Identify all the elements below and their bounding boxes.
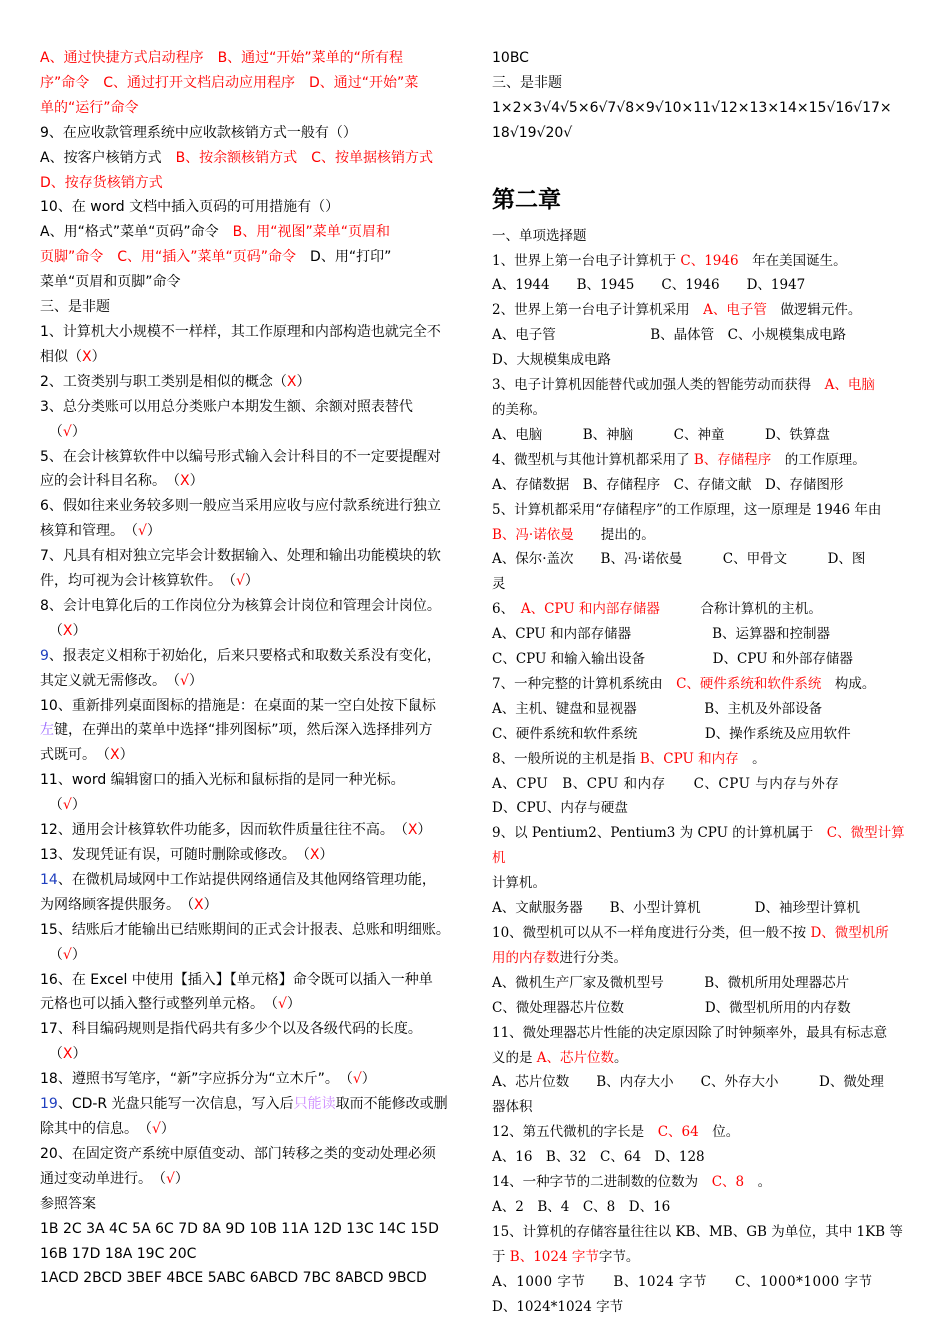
answer-mark: X [286,373,297,390]
options-line [492,473,910,498]
text-span: 的工作原理。 [771,451,866,468]
text-span: 12、通用会计核算软件功能多，因而软件质量往往不高。 （ [40,822,408,839]
options-line [492,896,910,921]
text-span: 构成。 [821,675,876,692]
text-span: 。 [614,1049,628,1066]
question-line [40,1167,458,1192]
question-line [40,818,458,843]
question-line [40,868,458,893]
options-line [40,171,458,196]
text-span: 18、遵照书写笔序，“新”字应拆分为“立木斤”。 （ [40,1071,353,1088]
text-span: C、CPU 和输入输出设备 D、CPU 和外部存储器 [492,651,853,668]
question-line [40,345,458,370]
question-line [40,1142,458,1167]
text-span: 3、总分类账可以用总分类账户本期发生额、余额对照表替代 [40,398,413,415]
answer-mark: X [309,847,320,863]
text-span: 。 [738,750,766,767]
question-line [40,569,458,594]
text-span: 做逻辑元件。 [766,302,862,319]
text-span: 9、以 Pentium2、Pentium3 为 CPU 的计算机属于 [492,825,827,842]
text-span: 5、在会计核算软件中以编号形式输入会计科目的不一定要提醒对 [40,448,441,465]
answer-span: C、64 [657,1124,699,1141]
answers-heading [40,1192,458,1217]
text-span: 于 [492,1248,510,1265]
question-line [492,672,910,697]
text-span: ） [188,672,203,689]
chapter-title: 第二章 [492,186,561,213]
text-span: 1、计算机大小规模不一样样，其工作原理和内部构造也就完全不 [40,323,441,340]
question-line [40,1117,458,1142]
text-span: 相似（ [40,348,82,365]
answer-span: C、微型计算机 [492,825,905,867]
text-line [40,96,458,121]
text-span: ） [72,1046,87,1063]
text-span: 10、微型机可以从不一样角度进行分类，但一般不按 [492,925,811,941]
section-heading [40,295,458,320]
text-span: 的美称。 [492,401,546,418]
answer-mark: X [62,622,73,639]
question-line [492,946,910,971]
text-span: ） [146,523,161,540]
options-line [40,146,458,171]
answers-line [492,46,910,71]
question-number: 14 [40,871,58,888]
question-line [40,893,458,918]
question-line [40,644,458,669]
answer-span: B、冯·诺依曼 [492,526,574,543]
text-span: ） [319,847,334,863]
text-span: C、微处理器芯片位数 D、微型机所用的内存数 [492,999,851,1016]
answer-span: A、电脑 [824,377,875,394]
question-line [40,669,458,694]
answer-mark: X [110,747,120,764]
right-column [492,46,910,1320]
text-span: 20、在固定资产系统中原值变动、部门转移之类的变动处理必须 [40,1145,436,1162]
text-span: D、用“打印” [296,249,392,266]
text-span: 14、一种字节的二进制数的位数为 [492,1174,712,1191]
text-span: A、文献服务器 B、小型计算机 D、袖珍型计算机 [492,900,860,917]
options-line [492,971,910,996]
text-span: （ [48,797,63,814]
question-line [492,448,910,473]
question-line [492,523,910,548]
text-span: （ [48,946,63,963]
answers-line [492,121,910,146]
text-span: A、保尔·盖次 B、冯·诺依曼 C、甲骨文 D、图 [492,551,866,568]
text-span: A、1000 字节 B、1024 字节 C、1000*1000 字节 [492,1273,873,1290]
question-line [492,249,910,274]
question-line [492,821,910,871]
text-span: 1×2×3√4√5×6√7√8×9√10×11√12×13×14×15√16√17× [492,99,892,116]
text-span: 器体积 [492,1099,533,1116]
answer-mark: √ [62,797,72,814]
text-span: 8、会计电算化后的工作岗位分为核算会计岗位和管理会计岗位。 [40,597,441,614]
options-line [492,1070,910,1095]
text-span: 7、一种完整的计算机系统由 [492,675,677,692]
question-line [40,768,458,793]
question-line [40,594,458,619]
text-span: 10BC [492,50,529,66]
text-span: 年在美国诞生。 [738,252,847,269]
options-line [492,697,910,722]
text-span: 位。 [698,1124,740,1141]
answers-line [492,96,910,121]
answers-line [40,1217,458,1242]
options-line [492,273,910,298]
text-span: 6、假如往来业务较多则一般应当采用应收与应付款系统进行独立 [40,498,441,515]
text-span: 16、在 Excel 中使用【插入】【单元格】命令既可以插入一种单 [40,971,433,988]
text-span: A、电子管 B、晶体管 C、小规模集成电路 [492,327,846,344]
question-line [40,445,458,470]
question-line [40,519,458,544]
question-line [492,1245,910,1270]
text-span: 式既可。 （ [40,747,110,764]
text-span: ） [361,1071,376,1088]
question-line [40,1017,458,1042]
text-span: 进行分类。 [559,949,627,966]
highlight-span: 左 [40,722,54,739]
text-span: 3、电子计算机因能替代或加强人类的智能劳动而获得 [492,377,825,394]
question-line [40,544,458,569]
text-span: ） [417,822,432,839]
answer-mark: X [82,348,92,365]
question-line [40,918,458,943]
answer-span: B、用“视图”菜单“页眉和 [232,224,390,241]
text-span: 键，在弹出的菜单中选择“排列图标”项，然后深入选择排列方 [54,722,433,739]
text-span: 16B 17D 18A 19C 20C [40,1245,197,1262]
text-span: ） [244,573,259,590]
text-span: 18√19√20√ [492,124,573,141]
question-number: 9 [40,647,49,664]
text-span: 。 [744,1174,772,1191]
text-span: 13、发现凭证有误，可随时删除或修改。 （ [40,847,310,863]
options-line [492,348,910,373]
text-span: A、主机、键盘和显视器 B、主机及外部设备 [492,700,823,717]
text-span: 为网络顾客提供服务。 （ [40,896,194,913]
text-span: 合称计算机的主机。 [659,601,822,618]
answer-span: C、1946 [680,252,739,269]
text-span: 三、是非题 [40,299,110,316]
text-span: 10、在 word 文档中插入页码的可用措施有（） [40,199,340,216]
question-line [492,1220,910,1245]
options-line [492,1195,910,1220]
answer-span: A、电子管 [703,302,767,319]
text-span: A、CPU B、CPU 和内存 C、CPU 与内存与外存 [492,775,840,792]
text-span: 一、单项选择题 [492,227,587,244]
options-line [40,245,458,270]
text-span: 序”命令 C、通过打开文档启动应用程序 D、通过“开始”菜 [40,74,419,91]
text-span: D、CPU、内存与硬盘 [492,800,628,817]
text-span: 、CD-R 光盘只能写一次信息，写入后 [57,1096,294,1113]
question-line [492,298,910,323]
question-line [40,619,458,644]
options-line [40,270,458,295]
section-heading [492,224,910,249]
text-span: 计算机。 [492,875,546,892]
answers-line [40,1266,458,1291]
question-line [40,992,458,1017]
question-line [492,398,910,423]
text-span: 除其中的信息。 （ [40,1120,152,1137]
text-span: A、2 B、4 C、8 D、16 [492,1198,671,1215]
text-span: ） [160,1120,175,1137]
options-line [492,647,910,672]
text-span: 核算和管理。 （ [40,523,138,540]
question-line [40,395,458,420]
text-span: 三、是非题 [492,74,562,91]
text-span: A、存储数据 B、存储程序 C、存储文献 D、存储图形 [492,476,844,493]
text-span: 义的是 [492,1049,537,1066]
question-line [40,793,458,818]
question-line [40,1067,458,1092]
text-span: 取而不能修改或删 [335,1096,448,1113]
question-line [40,694,458,719]
text-span: 、在微机局域网中工作站提供网络通信及其他网络管理功能， [57,871,436,888]
question-line [40,718,458,743]
question-line [40,320,458,345]
text-span: 15、结账后才能输出已结账期间的正式会计报表、总账和明细账。 [40,921,450,938]
question-line [492,1120,910,1145]
answer-span: B、存储程序 [693,451,772,468]
question-line [492,373,910,398]
answer-mark: √ [166,1170,175,1187]
question-line [40,195,458,220]
answer-span: C、8 [711,1174,745,1191]
text-span: A、通过快捷方式启动程序 B、通过“开始”菜单的“所有程 [40,50,403,66]
text-span: D、1024*1024 字节 [492,1298,624,1315]
text-span: A、CPU 和内部存储器 B、运算器和控制器 [492,626,831,643]
options-line [492,1295,910,1320]
options-line [492,1270,910,1295]
answer-span: C、硬件系统和软件系统 [676,675,822,692]
options-line [492,622,910,647]
text-span: ） [174,1170,189,1187]
question-line [40,843,458,868]
text-span: 其定义就无需修改。 （ [40,672,180,689]
text-span: 11、微处理器芯片性能的决定原因除了时钟频率外，最具有标志意 [492,1024,888,1041]
answer-mark: X [194,896,204,913]
answer-span: B、CPU 和内存 [639,750,739,767]
text-span: （ [48,423,63,440]
options-line [492,772,910,797]
options-line [492,1095,910,1120]
answer-mark: √ [152,1120,161,1137]
answer-span: A、CPU 和内部存储器 [520,601,660,618]
text-span: ） [91,348,106,365]
text-span: 1、世界上第一台电子计算机于 [492,252,681,269]
text-span: 2、工资类别与职工类别是相似的概念（ [40,373,287,390]
text-span: C、硬件系统和软件系统 D、操作系统及应用软件 [492,725,851,742]
options-line [40,220,458,245]
text-span: 应的会计科目名称。 （ [40,473,180,490]
options-line [492,796,910,821]
answer-mark: √ [62,946,72,963]
text-span: 17、科目编码规则是指代码共有多少个以及各级代码的长度。 [40,1021,422,1038]
answer-span: B、按余额核销方式 C、按单据核销方式 [175,149,433,166]
text-span: 10、重新排列桌面图标的措施是：在桌面的某一空白处按下鼠标 [40,697,436,714]
answer-span: D、按存货核销方式 [40,174,163,191]
text-span: ） [296,373,311,390]
text-span: 菜单“页眉和页脚”命令 [40,274,181,291]
text-span: 6、 [492,601,521,618]
text-span: 9、在应收款管理系统中应收款核销方式一般有（） [40,124,357,141]
text-span: ） [286,996,301,1013]
text-span: ） [72,622,87,639]
text-span: ） [189,473,204,490]
question-line [492,921,910,946]
answer-span: A、芯片位数 [536,1049,615,1066]
text-span: A、电脑 B、神脑 C、神童 D、铁算盘 [492,426,830,443]
section-heading [492,71,910,96]
question-line [40,121,458,146]
text-span: （ [48,1046,63,1063]
answer-mark: √ [138,523,147,540]
options-line [492,572,910,597]
text-span: A、16 B、32 C、64 D、128 [492,1149,705,1166]
highlight-span: 只能读 [293,1096,336,1113]
text-span: A、微机生产厂家及微机型号 B、微机所用处理器芯片 [492,974,850,991]
text-span: A、1944 B、1945 C、1946 D、1947 [492,277,806,294]
options-line [492,423,910,448]
text-span: 4、微型机与其他计算机都采用了 [492,451,694,468]
text-line [40,71,458,96]
text-span: 5、计算机都采用“存储程序”的工作原理，这一原理是 1946 年由 [492,501,882,518]
question-line [40,1042,458,1067]
text-span: ） [203,896,218,913]
question-line [40,968,458,993]
question-line [40,943,458,968]
text-span: 1ACD 2BCD 3BEF 4BCE 5ABC 6ABCD 7BC 8ABCD 9BCD [40,1270,427,1287]
options-line [492,996,910,1021]
left-column [40,46,458,1291]
text-span: D、大规模集成电路 [492,352,611,369]
answer-mark: X [180,473,190,490]
text-span: 12、第五代微机的字长是 [492,1124,658,1141]
text-span: 11、word 编辑窗口的插入光标和鼠标指的是同一种光标。 [40,772,405,789]
question-line [492,597,910,622]
answer-span: D、微型机所 [810,925,889,941]
question-line [40,370,458,395]
text-span: 通过变动单进行。 （ [40,1170,166,1187]
answer-mark: √ [278,996,287,1013]
text-span: 字节。 [598,1248,640,1265]
answers-line [40,1242,458,1267]
question-line [492,747,910,772]
text-span: 元格也可以插入整行或整列单元格。 （ [40,996,278,1013]
text-span: A、按客户核销方式 [40,149,176,166]
question-line [492,1046,910,1071]
question-line [492,871,910,896]
question-line [40,494,458,519]
question-line [40,420,458,445]
text-span: ） [71,423,86,440]
answer-mark: X [62,1046,73,1063]
text-span: 提出的。 [573,526,655,543]
question-number: 19 [40,1096,58,1113]
text-span: 件，均可视为会计核算软件。 （ [40,573,236,590]
text-span: 2、世界上第一台电子计算机采用 [492,302,704,319]
text-span: 7、凡具有相对独立完毕会计数据输入、处理和输出功能模块的软 [40,548,441,565]
question-line [40,469,458,494]
text-span: （ [48,622,63,639]
answer-mark: √ [352,1071,362,1088]
text-span: 1B 2C 3A 4C 5A 6C 7D 8A 9D 10B 11A 12D 13C 14C 15D [40,1220,439,1237]
answer-mark: √ [180,672,189,689]
text-span: 灵 [492,576,506,593]
answer-mark: √ [62,423,72,440]
text-span: ） [71,797,86,814]
answer-mark: √ [236,573,245,590]
text-span: 参照答案 [40,1195,96,1212]
options-line [492,1145,910,1170]
question-line [492,498,910,523]
answer-mark: X [407,822,418,839]
text-span: A、芯片位数 B、内存大小 C、外存大小 D、微处理 [492,1074,884,1091]
answer-span: 页脚”命令 C、用“插入”菜单“页码”命令 [40,249,297,266]
text-span: 8、一般所说的主机是指 [492,750,640,767]
text-span: 、报表定义相称于初始化，后来只要格式和取数关系没有变化， [48,647,441,664]
question-line [40,743,458,768]
options-line [492,722,910,747]
text-span: 15、计算机的存储容量往往以 KB、MB、GB 为单位，其中 1KB 等 [492,1223,903,1240]
options-line [492,323,910,348]
question-line [492,1170,910,1195]
text-span: 单的“运行”命令 [40,99,139,116]
answer-span: B、1024 字节 [509,1248,599,1265]
text-span: ） [119,747,134,764]
question-line [492,1021,910,1046]
text-span: ） [71,946,86,963]
text-line [40,46,458,71]
answer-span: 用的内存数 [492,949,560,966]
text-span: A、用“格式”菜单“页码”命令 [40,224,233,241]
question-line [40,1092,458,1117]
options-line [492,547,910,572]
